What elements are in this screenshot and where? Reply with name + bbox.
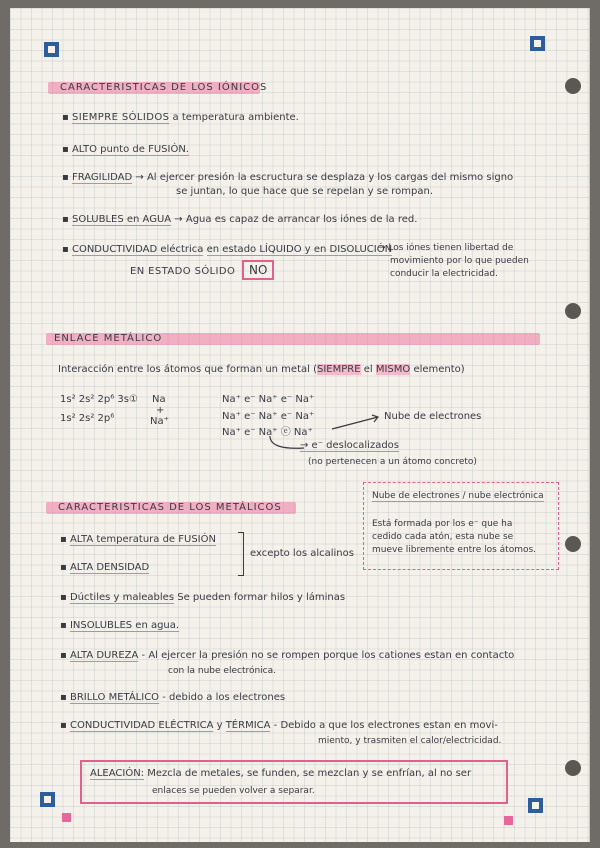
- electron-config-2: 1s² 2s² 2p⁶: [60, 413, 115, 424]
- metal-item-5-label: ALTA DUREZA: [69, 650, 139, 661]
- ionic-item-1-text: a temperatura ambiente.: [172, 112, 299, 123]
- metal-item-7: ▪ CONDUCTIVIDAD ELÉCTRICA y TÉRMICA - Debido a que los electrones estan en movi-: [60, 720, 498, 731]
- ionic-item-3-text: → Al ejercer presión la escructura se desplaza y los cargas del mismo signo: [135, 172, 514, 183]
- sodium-atom: Na: [152, 394, 166, 405]
- metal-item-5-continuation: con la nube electrónica.: [168, 666, 277, 676]
- corner-mark-bottom-left-icon: [40, 792, 55, 807]
- definition-middle: el: [360, 364, 376, 375]
- ionic-item-5-note-2: movimiento por lo que pueden: [390, 256, 529, 266]
- cloud-box-line-1: Está formada por los e⁻ que ha: [372, 519, 513, 529]
- metal-item-2: ▪ ALTA DENSIDAD: [60, 562, 150, 573]
- pink-dot-icon: [504, 816, 513, 825]
- pink-dot-icon: [62, 813, 71, 822]
- definition-end: elemento): [410, 364, 465, 375]
- electron-config-1: 1s² 2s² 2p⁶ 3s①: [60, 394, 138, 405]
- lattice-row-3: Na⁺ e⁻ Na⁺ ⓔ Na⁺: [222, 427, 313, 438]
- ionic-item-5: ▪ CONDUCTIVIDAD eléctrica en estado LÍQUIDO y en DISOLUCIÓN: [62, 244, 393, 255]
- metal-item-5: ▪ ALTA DUREZA - Al ejercer la presión no se rompen porque los cationes estan en contacto: [60, 650, 515, 661]
- corner-mark-bottom-right-icon: [528, 798, 543, 813]
- ionic-item-5-label: CONDUCTIVIDAD eléctrica: [71, 244, 204, 255]
- ionic-item-4: ▪ SOLUBLES en AGUA → Agua es capaz de arrancar los iónes de la red.: [62, 214, 418, 225]
- metal-item-1-label: ALTA temperatura de FUSIÓN: [69, 534, 216, 545]
- alloy-box: [80, 760, 508, 804]
- metal-item-5-text: - Al ejercer la presión no se rompen porque los cationes estan en contacto: [141, 650, 515, 661]
- metal-item-7-label: CONDUCTIVIDAD ELÉCTRICA: [69, 720, 214, 731]
- definition-highlight-always: SIEMPRE: [316, 364, 361, 375]
- ionic-item-3-continuation: se juntan, lo que hace que se repelan y se rompan.: [176, 186, 434, 197]
- ionic-item-4-label: SOLUBLES en AGUA: [71, 214, 172, 225]
- cloud-box-title: [372, 490, 544, 502]
- ionic-item-2-label: ALTO punto de FUSIÓN.: [71, 144, 189, 155]
- metal-item-3-text: Se pueden formar hilos y láminas: [177, 592, 346, 603]
- delocalized-electrons-text: → e⁻ deslocalizados: [300, 440, 400, 451]
- metal-item-6-text: - debido a los electrones: [162, 692, 286, 703]
- exception-brace: [238, 532, 244, 576]
- notebook-page: [10, 8, 590, 842]
- ionic-item-1-label: SIEMPRE SÓLIDOS: [71, 112, 170, 123]
- metal-item-6-label: BRILLO METÁLICO: [69, 692, 160, 703]
- metal-item-4-label: INSOLUBLES en agua.: [69, 620, 180, 631]
- solid-state-label: EN ESTADO SÓLIDO: [130, 266, 236, 277]
- ionic-section-title: CARACTERISTICAS DE LOS IÓNICOS: [60, 82, 268, 93]
- metal-item-4: ▪ INSOLUBLES en agua.: [60, 620, 180, 631]
- ionic-item-3-label: FRAGILIDAD: [71, 172, 133, 183]
- ionic-item-1: ▪ SIEMPRE SÓLIDOS a temperatura ambiente.: [62, 112, 299, 123]
- metal-item-6: ▪ BRILLO METÁLICO - debido a los electrones: [60, 692, 286, 703]
- lattice-row-1: Na⁺ e⁻ Na⁺ e⁻ Na⁺: [222, 394, 315, 405]
- cloud-arrow-icon: [328, 413, 388, 433]
- ionic-item-5-note-3: conducir la electricidad.: [390, 269, 498, 279]
- alloy-line-2: enlaces se pueden volver a separar.: [152, 786, 315, 796]
- alloy-label: ALEACIÓN:: [90, 768, 145, 779]
- definition-highlight-same: MISMO: [375, 364, 411, 375]
- cloud-box-title-text: Nube de electrones / nube electrónica: [372, 491, 544, 501]
- electron-cloud-label: Nube de electrones: [384, 411, 482, 422]
- delocalized-note: (no pertenecen a un átomo concreto): [308, 457, 477, 467]
- cloud-box-line-2: cedido cada atón, esta nube se: [372, 532, 514, 542]
- metal-item-7-text: - Debido a que los electrones estan en movi-: [273, 720, 498, 731]
- binder-hole-lower: [565, 536, 581, 552]
- metal-item-7-label-2: TÉRMICA: [225, 720, 271, 731]
- metal-item-3: ▪ Dúctiles y maleables Se pueden formar hilos y láminas: [60, 592, 346, 603]
- ionic-item-5-note: → Los iónes tienen libertad de: [378, 243, 514, 253]
- lattice-row-2: Na⁺ e⁻ Na⁺ e⁻ Na⁺: [222, 411, 315, 422]
- ionic-item-3: ▪ FRAGILIDAD → Al ejercer presión la escructura se desplaza y los cargas del mismo signo: [62, 172, 514, 183]
- ionization-plus: +: [156, 405, 165, 416]
- solid-state-answer: NO: [242, 260, 274, 280]
- ionic-item-4-text: → Agua es capaz de arrancar los iónes de la red.: [174, 214, 418, 225]
- alloy-text: Mezcla de metales, se funden, se mezclan y se enfrían, al no ser: [147, 768, 472, 779]
- binder-hole-bottom: [565, 760, 581, 776]
- binder-hole-top: [565, 78, 581, 94]
- binder-hole-middle: [565, 303, 581, 319]
- metal-props-section-title: CARACTERISTICAS DE LOS METÁLICOS: [58, 502, 282, 513]
- metal-item-1: ▪ ALTA temperatura de FUSIÓN: [60, 534, 216, 545]
- metallic-definition: [58, 364, 465, 376]
- sodium-ion: Na⁺: [150, 416, 169, 427]
- definition-start: Interacción entre los átomos que forman un metal (: [58, 364, 317, 375]
- metallic-section-title: ENLACE METÁLICO: [54, 333, 163, 344]
- alkaline-exception: excepto los alcalinos: [250, 548, 354, 559]
- corner-mark-top-left-icon: [44, 42, 59, 57]
- alloy-line-1: [90, 768, 471, 780]
- metal-item-7-mid: y: [213, 720, 226, 731]
- cloud-box-line-3: mueve libremente entre los átomos.: [372, 545, 537, 555]
- ionic-item-5-text: en estado LÍQUIDO y en DISOLUCIÓN: [206, 244, 393, 255]
- metal-item-2-label: ALTA DENSIDAD: [69, 562, 150, 573]
- metal-item-3-label: Dúctiles y maleables: [69, 592, 175, 603]
- metal-item-7-continuation: miento, y trasmiten el calor/electricidad.: [318, 736, 502, 746]
- ionic-item-2: ▪ ALTO punto de FUSIÓN.: [62, 144, 189, 155]
- delocalized-electrons: [300, 440, 399, 452]
- corner-mark-top-right-icon: [530, 36, 545, 51]
